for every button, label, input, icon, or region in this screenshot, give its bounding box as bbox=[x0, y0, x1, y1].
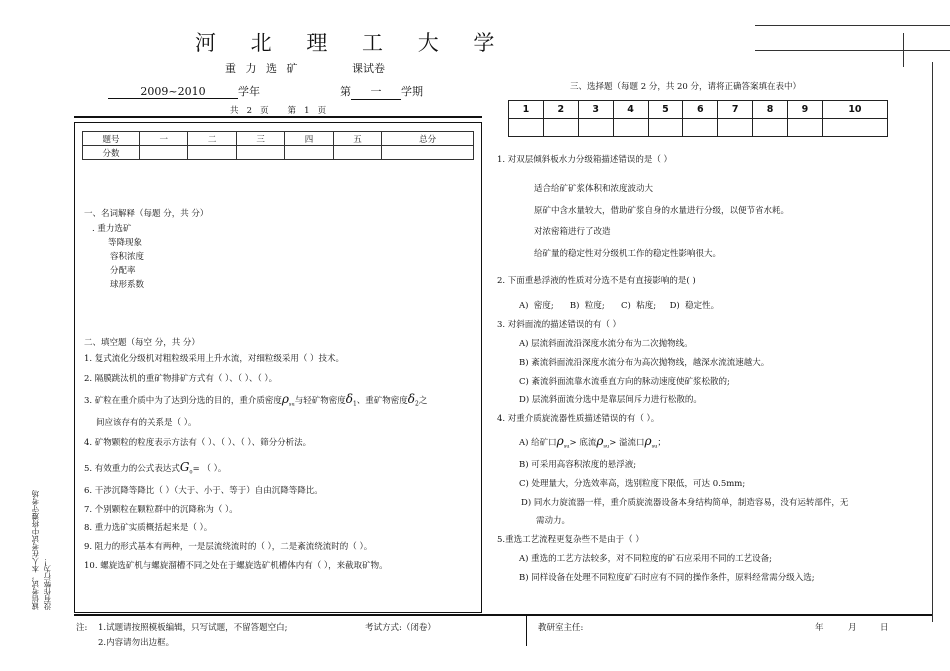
corner-line-top bbox=[755, 25, 950, 26]
footer-year: 年 bbox=[815, 623, 824, 633]
rho-symbol: ρ bbox=[556, 434, 564, 448]
choice-option: 对浓密箱进行了改造 bbox=[534, 227, 611, 237]
q4a-text-d: ； bbox=[657, 438, 666, 448]
choice-q2-options: A) 密度; B) 粒度; C) 粘度; D) 稳定性。 bbox=[519, 301, 720, 311]
q3-text-c: 、重矿物密度 bbox=[356, 396, 408, 406]
answer-number: 3 bbox=[578, 101, 613, 119]
score-input[interactable] bbox=[236, 146, 284, 160]
footer-day: 日 bbox=[880, 623, 889, 633]
answer-cell[interactable] bbox=[613, 119, 648, 137]
answer-number: 8 bbox=[753, 101, 788, 119]
footer-divider bbox=[526, 616, 527, 646]
corner-cross-h bbox=[888, 50, 920, 51]
answer-input-row bbox=[509, 119, 888, 137]
score-cell: 五 bbox=[333, 132, 381, 146]
term-item: 分配率 bbox=[110, 266, 136, 276]
pages-info: 共 2 页 第 1 页 bbox=[230, 106, 327, 116]
rho-subscript: su bbox=[651, 443, 658, 450]
choice-q4: 4. 对重介质旋流器性质描述错误的有（ ）。 bbox=[497, 414, 660, 424]
delta-subscript-1: 1 bbox=[352, 400, 357, 408]
answer-cell[interactable] bbox=[509, 119, 544, 137]
answer-cell[interactable] bbox=[543, 119, 578, 137]
fill-q4: 4. 矿物颗粒的粒度表示方法有（ ）、（ ）、（ ）、筛分分析法。 bbox=[84, 438, 312, 448]
exam-type: 课试卷 bbox=[352, 62, 385, 75]
q3-text-a: 3. 矿粒在重介质中为了达到分选的目的，重介质密度 bbox=[84, 396, 282, 406]
q4a-text-c: > 溢流口 bbox=[609, 438, 645, 448]
choice-option: 原矿中含水量较大，借助矿浆自身的水量进行分级，以便节省水耗。 bbox=[534, 206, 790, 216]
answer-table bbox=[508, 100, 888, 137]
answer-header-row bbox=[509, 101, 888, 119]
term-number: 一 bbox=[351, 83, 401, 100]
score-table bbox=[82, 131, 474, 160]
choice-option: 适合给矿矿浆体积和浓度波动大 bbox=[534, 184, 654, 194]
answer-number: 4 bbox=[613, 101, 648, 119]
delta-subscript-2: 2 bbox=[415, 400, 419, 408]
rho-symbol: ρ bbox=[281, 392, 289, 406]
footer-exam-mode: 考试方式:（闭卷） bbox=[365, 623, 436, 633]
term-suffix: 学期 bbox=[401, 85, 423, 98]
choice-q2: 2. 下面重悬浮液的性质对分选不是有直接影响的是( ) bbox=[497, 276, 696, 286]
q4a-text-b: > 底流 bbox=[569, 438, 597, 448]
footer-note-label: 注: bbox=[76, 623, 88, 633]
fill-q9: 9. 阻力的形式基本有两种，一是层流绕流时的（ ），二是紊流绕流时的（ ）。 bbox=[84, 542, 373, 552]
choice-q4-option-a bbox=[519, 434, 666, 450]
choice-option: B) 同样设备在处理不同粒度矿石时应有不同的操作条件，原料经常需分级入选; bbox=[519, 573, 815, 583]
fill-q3-line2: 间应该存有的关系是（ ）。 bbox=[96, 418, 197, 428]
term-prefix: 第 bbox=[340, 85, 351, 98]
term-item: 等降现象 bbox=[108, 238, 143, 248]
score-input[interactable] bbox=[140, 146, 188, 160]
choice-option: A) 层流斜面流沿深度水流分布为二次抛物线。 bbox=[519, 339, 693, 349]
fill-q1: 1. 复式流化分级机对粗粒级采用上升水流，对细粒级采用（ ）技术。 bbox=[84, 354, 345, 364]
answer-cell[interactable] bbox=[788, 119, 823, 137]
delta-symbol: δ bbox=[407, 392, 416, 406]
answer-number: 5 bbox=[648, 101, 683, 119]
integrity-note-1: 诚信考试，本人在考试中将遵守考场 bbox=[31, 490, 40, 610]
right-border bbox=[932, 62, 933, 622]
score-label: 分数 bbox=[83, 146, 140, 160]
answer-cell[interactable] bbox=[753, 119, 788, 137]
answer-number: 10 bbox=[822, 101, 887, 119]
g-symbol: G bbox=[179, 460, 190, 474]
fill-q7: 7. 个别颗粒在颗粒群中的沉降称为（ ）。 bbox=[84, 505, 238, 515]
corner-line-mid bbox=[755, 50, 950, 51]
answer-cell[interactable] bbox=[648, 119, 683, 137]
choice-option: C) 处理量大，分选效率高，选别粒度下限低，可达 0.5mm; bbox=[519, 479, 746, 489]
footer-note-2: 2.内容请勿出边框。 bbox=[98, 638, 175, 648]
rho-symbol: ρ bbox=[644, 434, 652, 448]
university-title: 河 北 理 工 大 学 bbox=[195, 31, 509, 55]
g-subscript: 0 bbox=[189, 469, 193, 476]
academic-year: 2009~2010 bbox=[108, 85, 238, 99]
choice-q1: 1. 对双层倾斜板水力分级箱描述错误的是（ ） bbox=[497, 155, 673, 165]
choice-q5: 5.重选工艺流程更复杂些不是由于（ ） bbox=[497, 535, 644, 545]
choice-option: D) 同水力旋流器一样，重介质旋流器设备本身结构简单，制造容易，没有运转部件，无 bbox=[521, 498, 849, 508]
fill-q8: 8. 重力选矿实质概括起来是（ ）。 bbox=[84, 523, 213, 533]
integrity-note-2: 没有作弊行为！ bbox=[43, 557, 52, 610]
course-name: 重 力 选 矿 bbox=[225, 62, 301, 75]
term-item: 容积浓度 bbox=[110, 252, 145, 262]
score-input[interactable] bbox=[188, 146, 236, 160]
score-cell: 总分 bbox=[382, 132, 474, 146]
score-input[interactable] bbox=[285, 146, 333, 160]
score-input[interactable] bbox=[333, 146, 381, 160]
year-line bbox=[108, 83, 260, 99]
q5-text-b: = （ ）。 bbox=[192, 464, 227, 474]
header-rule bbox=[74, 116, 482, 118]
delta-symbol: δ bbox=[345, 392, 353, 406]
q4a-text-a: A) 给矿口 bbox=[519, 438, 557, 448]
fill-q10: 10. 螺旋选矿机与螺旋溜槽不同之处在于螺旋选矿机槽体内有（ ），来截取矿物。 bbox=[84, 561, 388, 571]
score-value-row bbox=[83, 146, 474, 160]
answer-number: 6 bbox=[683, 101, 718, 119]
section2-title: 二、填空题（每空 分，共 分） bbox=[84, 338, 200, 348]
year-suffix: 学年 bbox=[238, 85, 260, 98]
score-cell: 一 bbox=[140, 132, 188, 146]
q5-text-a: 5. 有效重力的公式表达式 bbox=[84, 464, 180, 474]
choice-option: 给矿量的稳定性对分级机工作的稳定性影响很大。 bbox=[534, 249, 722, 259]
choice-option: D) 层流斜面流分选中是靠层间斥力进行松散的。 bbox=[519, 395, 702, 405]
choice-option-cont: 需动力。 bbox=[536, 516, 571, 526]
section1-title: 一、名词解释（每题 分，共 分） bbox=[84, 209, 209, 219]
choice-option: B) 可采用高容积浓度的悬浮液; bbox=[519, 460, 637, 470]
score-cell: 四 bbox=[285, 132, 333, 146]
score-input[interactable] bbox=[382, 146, 474, 160]
answer-number: 9 bbox=[788, 101, 823, 119]
choice-option: C) 紊流斜面流靠水流垂直方向的脉动速度使矿浆松散的; bbox=[519, 377, 730, 387]
section3-title: 三、选择题（每题 2 分，共 20 分，请将正确答案填在表中） bbox=[570, 82, 802, 92]
choice-q3: 3. 对斜面流的描述错误的有（ ） bbox=[497, 320, 622, 330]
rho-symbol: ρ bbox=[596, 434, 604, 448]
score-header-row bbox=[83, 132, 474, 146]
score-cell: 题号 bbox=[83, 132, 140, 146]
answer-cell[interactable] bbox=[578, 119, 613, 137]
answer-number: 1 bbox=[509, 101, 544, 119]
term-item: . 重力选矿 bbox=[92, 224, 132, 234]
rho-subscript: su bbox=[603, 443, 610, 450]
score-cell: 二 bbox=[188, 132, 236, 146]
rho-subscript: su bbox=[288, 401, 295, 408]
fill-q6: 6. 干涉沉降等降比（ ）（大于、小于、等于）自由沉降等降比。 bbox=[84, 486, 323, 496]
footer-rule bbox=[74, 614, 932, 616]
term-line bbox=[340, 83, 423, 100]
answer-cell[interactable] bbox=[822, 119, 887, 137]
footer-month: 月 bbox=[848, 623, 857, 633]
rho-subscript: su bbox=[563, 443, 570, 450]
score-cell: 三 bbox=[236, 132, 284, 146]
fill-q5 bbox=[84, 460, 226, 476]
q3-text-d: 之 bbox=[418, 396, 428, 406]
answer-number: 7 bbox=[718, 101, 753, 119]
answer-cell[interactable] bbox=[718, 119, 753, 137]
footer-director: 教研室主任: bbox=[538, 623, 584, 633]
fill-q2: 2. 隔膜跳汰机的重矿物排矿方式有（ ）、（ ）、（ ）。 bbox=[84, 374, 278, 384]
footer-note-1: 1.试题请按照模板编辑，只写试题，不留答题空白; bbox=[98, 623, 288, 633]
q3-text-b: 与轻矿物密度 bbox=[294, 396, 346, 406]
choice-option: A) 重选的工艺方法较多，对不同粒度的矿石应采用不同的工艺设备; bbox=[519, 554, 773, 564]
choice-option: B) 紊流斜面流沿深度水流分布为高次抛物线，越深水流流速越大。 bbox=[519, 358, 770, 368]
term-item: 球形系数 bbox=[110, 280, 145, 290]
answer-cell[interactable] bbox=[683, 119, 718, 137]
answer-number: 2 bbox=[543, 101, 578, 119]
fill-q3 bbox=[84, 392, 427, 408]
